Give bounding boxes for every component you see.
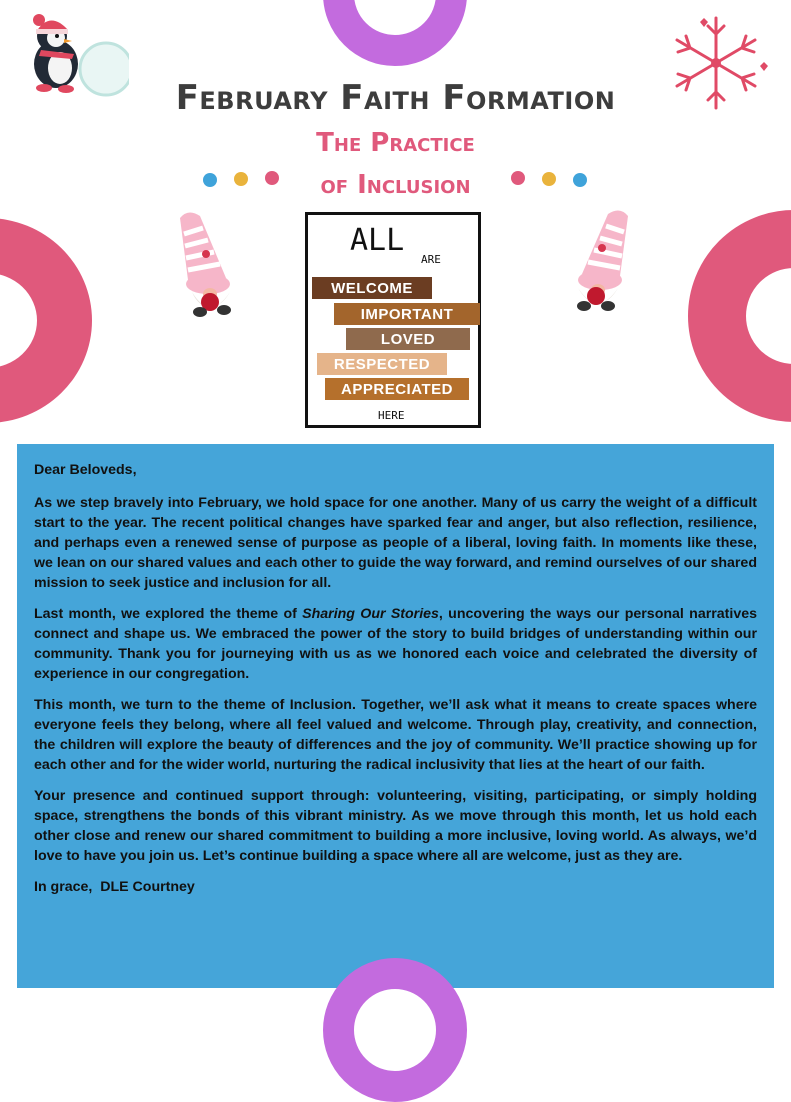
decorative-dot: [234, 172, 248, 186]
letter-signoff: In grace, DLE Courtney: [34, 879, 195, 895]
page-title: February Faith Formation: [175, 78, 616, 118]
gnome-icon: [170, 210, 252, 320]
sign-here-word: HERE: [378, 409, 405, 422]
sign-bar-welcome: WELCOME: [312, 277, 432, 299]
sign-bar-appreciated: APPRECIATED: [325, 378, 469, 400]
decorative-dot: [542, 172, 556, 186]
letter-p2-before: Last month, we explored the theme of: [34, 606, 303, 622]
decorative-dot: [511, 171, 525, 185]
sign-bar-respected: RESPECTED: [317, 353, 447, 375]
letter-p2-theme: Sharing Our Stories: [302, 606, 439, 622]
decorative-dot: [203, 173, 217, 187]
sign-are-word: ARE: [421, 253, 441, 266]
letter-greeting: Dear Beloveds,: [34, 462, 137, 478]
letter-p2-after: , uncovering the ways our personal narratives connect and shape us. We embraced the power of the story to build bridges of understanding within our community. Thank you for journeying with us as we honored each voice and celebrated the diversity of experience in our congregation.: [34, 606, 757, 682]
letter-paragraph-4: Your presence and continued support through: volunteering, visiting, participating, or simply holding space, strengthens the bonds of this vibrant ministry. As we move through this month, let us hold each other close and renew our shared commitment to building a more inclusive, loving world. As always, we’d love to have you join us. Let’s continue building a space where all are welcome, just as they are.: [34, 788, 757, 864]
decorative-ring-left: [0, 218, 92, 423]
letter-box: [17, 444, 774, 988]
decorative-dot: [265, 171, 279, 185]
decorative-dot: [573, 173, 587, 187]
letter-paragraph-2: [34, 604, 757, 684]
decorative-ring-right: [688, 210, 791, 422]
sign-bar-important: IMPORTANT: [334, 303, 480, 325]
gnome-icon: [556, 208, 638, 316]
decorative-ring-top: [323, 0, 467, 66]
sign-all-word: ALL: [350, 223, 405, 258]
sign-bar-loved: LOVED: [346, 328, 470, 350]
letter-paragraph-1: As we step bravely into February, we hold space for one another. Many of us carry the weight of a difficult start to the year. The recent political changes have sparked fear and anger, but also reflection, resilience, and perhaps even a renewed sense of purpose as people of a liberal, loving faith. In moments like these, we lean on our shared values and each other to guide the way forward, and remind ourselves of our shared mission to seek justice and inclusion for all.: [34, 495, 757, 591]
decorative-ring-bottom: [323, 958, 467, 1102]
all-are-welcome-sign: [305, 212, 481, 428]
letter-paragraph-3: This month, we turn to the theme of Inclusion. Together, we’ll ask what it means to create spaces where everyone feels they belong, where all feel valued and welcome. Through play, creativity, and connection, the children will explore the beauty of differences and the joy of community. We’ll practice showing up for each other and for the wider world, nurturing the radical inclusivity that lies at the heart of our faith.: [34, 697, 757, 773]
subtitle-line-2: of Inclusion: [320, 170, 471, 200]
subtitle-line-1: The Practice: [316, 128, 475, 158]
